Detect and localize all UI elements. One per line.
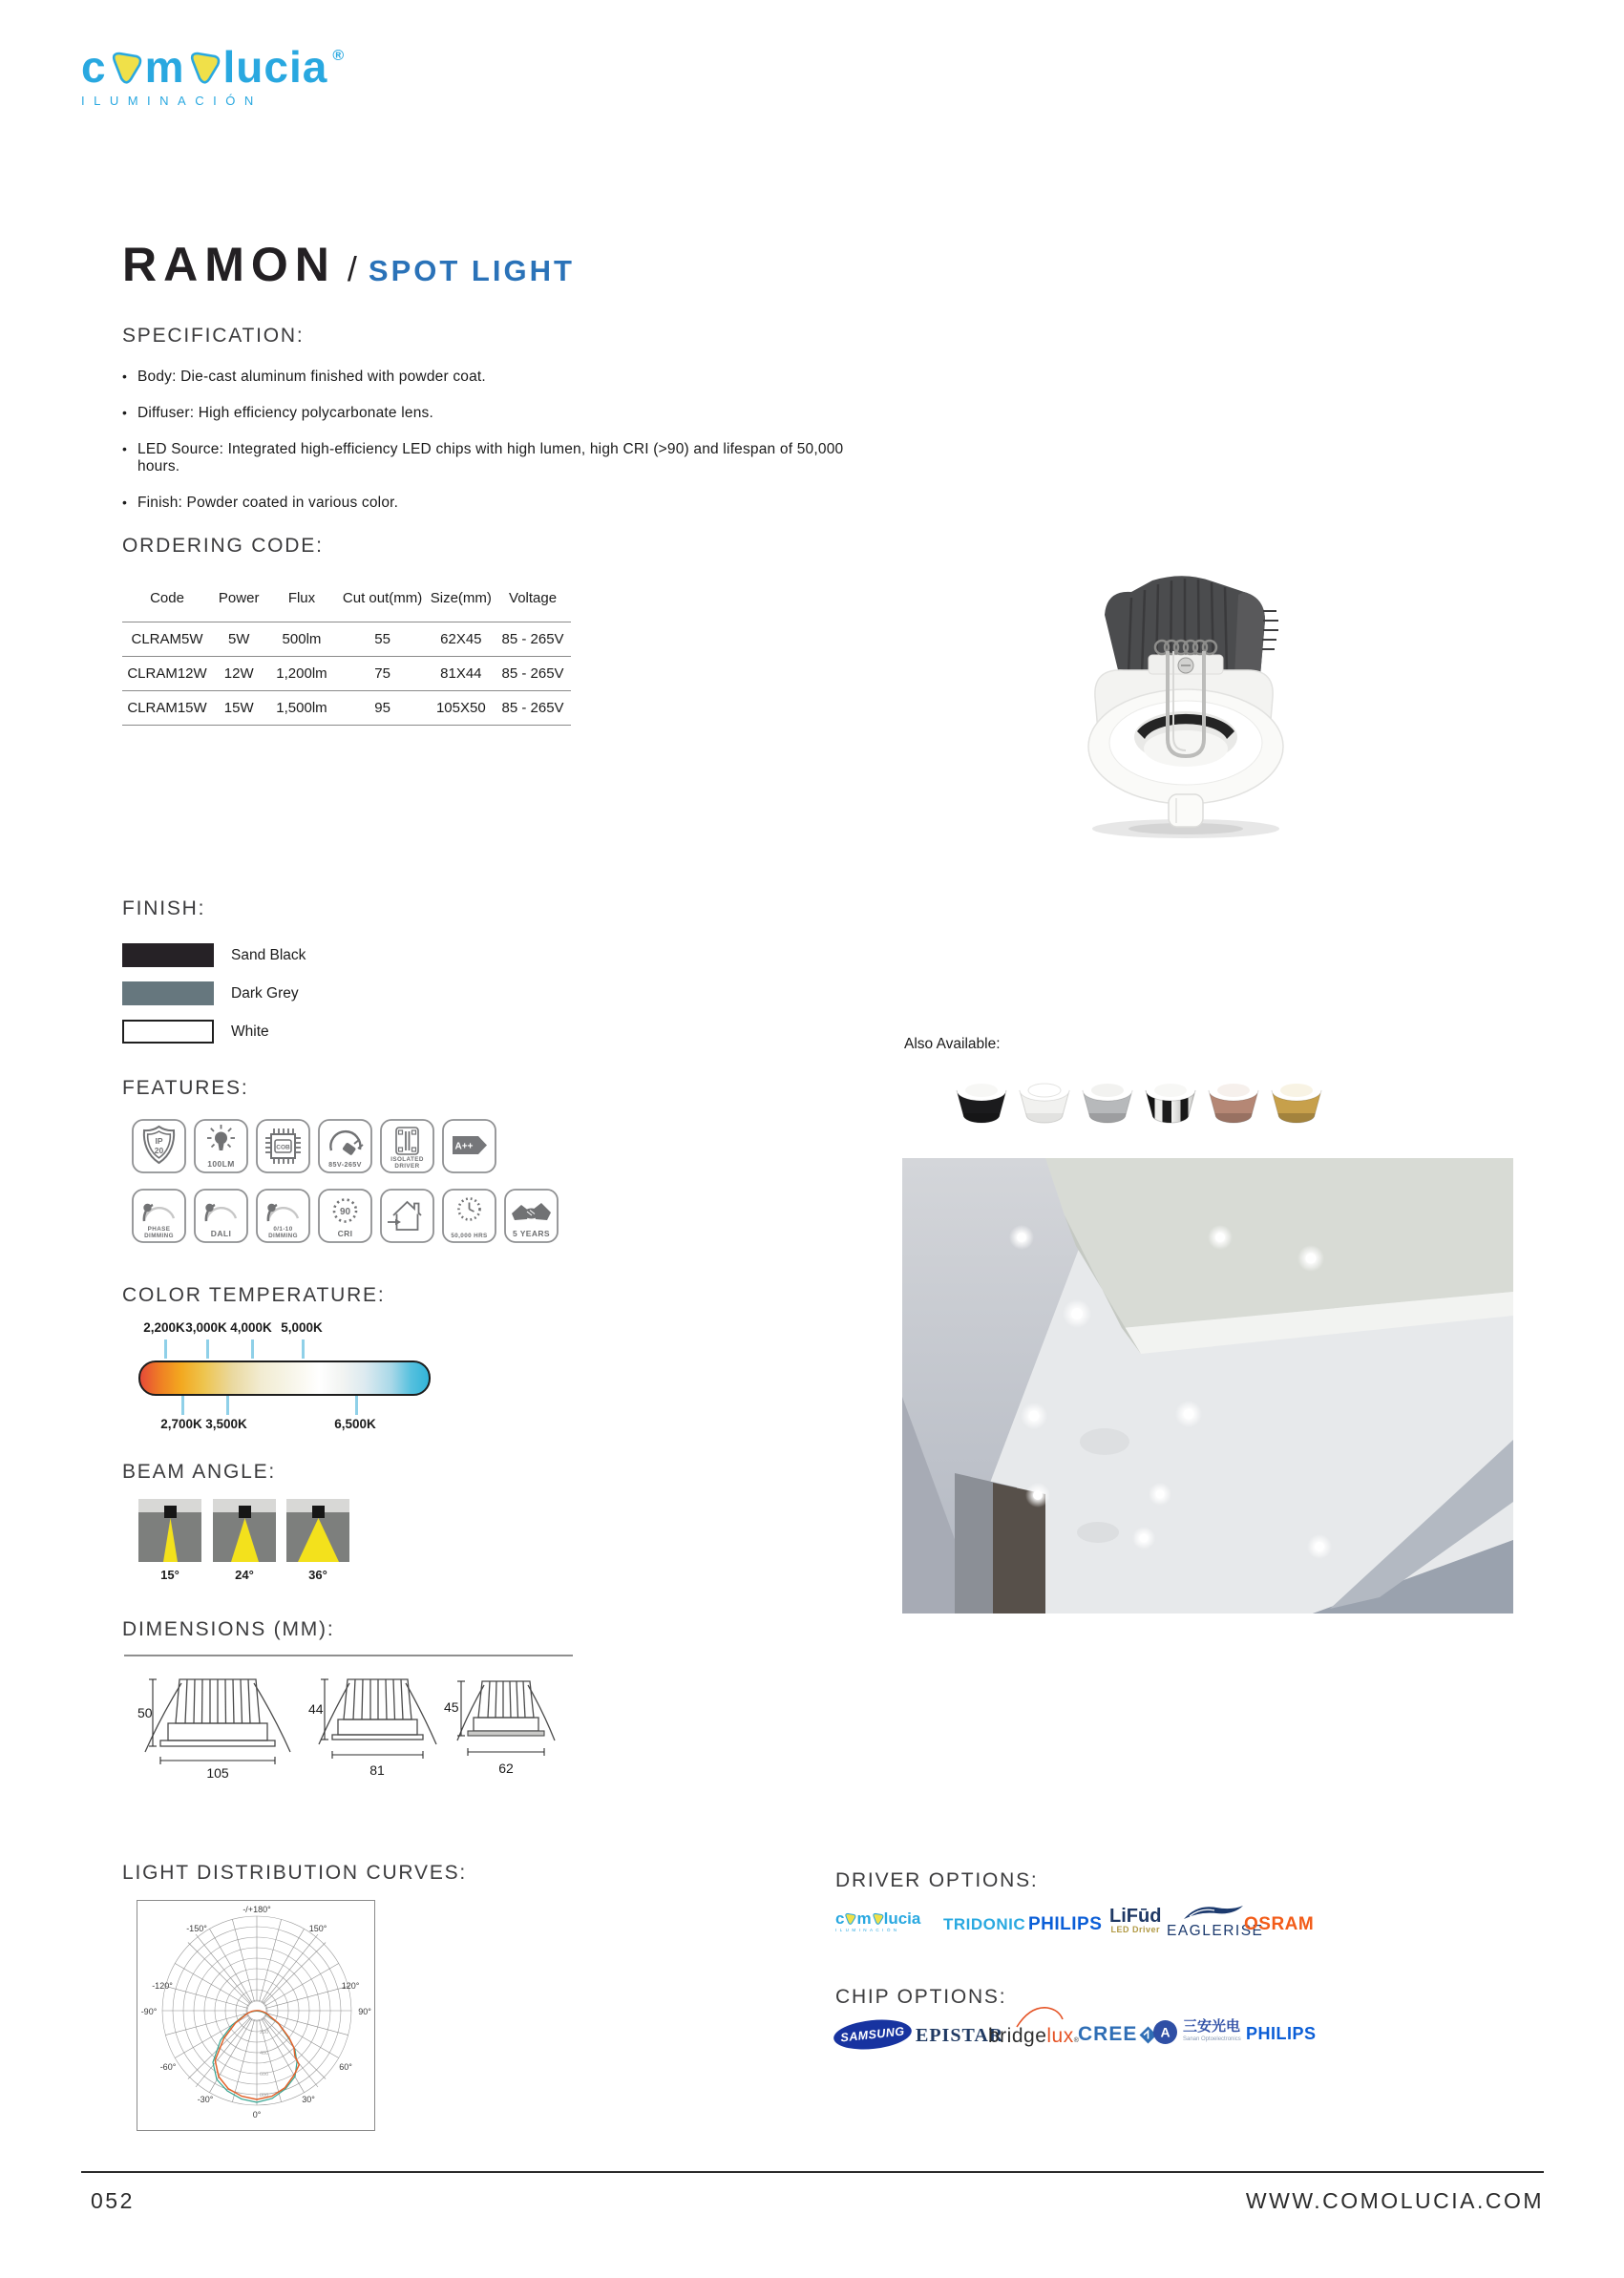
beam-36-diagram [286, 1499, 349, 1562]
bridgelux-accent: lux [1046, 2025, 1074, 2047]
table-header-row [122, 584, 571, 622]
cell-code: CLRAM5W [122, 622, 212, 657]
beam-angle-label: 36° [308, 1568, 327, 1582]
logo-philips: PHILIPS [1028, 1914, 1103, 1934]
cob-chip-icon [256, 1119, 310, 1173]
color-temperature-heading: COLOR TEMPERATURE: [122, 1284, 386, 1306]
trim-variant-gold [1270, 1075, 1323, 1130]
ct-label-6500k: 6,500K [334, 1417, 376, 1431]
logo-tridonic: TRIDONIC [943, 1915, 1026, 1933]
website-url: WWW.COMOLUCIA.COM [1245, 2188, 1544, 2213]
svg-text:0°: 0° [252, 2110, 262, 2120]
table-row [122, 622, 571, 657]
cell-voltage: 85 - 265V [495, 657, 571, 691]
dimension-drawing-105 [130, 1668, 306, 1782]
ct-label-3000k: 3,000K [185, 1320, 227, 1335]
mini-logo-text: m [856, 1909, 872, 1928]
beam-angle-section [122, 1461, 523, 1604]
svg-text:120°: 120° [341, 1981, 360, 1991]
ct-tick [302, 1339, 305, 1359]
feature-warranty [504, 1189, 559, 1243]
finish-heading: FINISH: [122, 897, 206, 919]
feature-label: CRI [337, 1229, 353, 1238]
ct-tick [251, 1339, 254, 1359]
logo-sanan [1152, 2019, 1241, 2045]
feature-label: 85V-265V [328, 1160, 362, 1169]
logo-lifud [1109, 1908, 1161, 1934]
driver-options-section [835, 1869, 1315, 1939]
svg-text:800: 800 [260, 2093, 269, 2099]
col-header-cutout: Cut out(mm) [342, 590, 423, 606]
trim-variant-black [955, 1075, 1008, 1130]
product-category: SPOT LIGHT [368, 254, 575, 287]
feature-label: PHASE DIMMING [144, 1226, 174, 1239]
spec-bullet: • LED Source: Integrated high-efficiency LED chips with high lumen, high CRI (>90) and lifespan of 50,000 hours. [122, 441, 867, 475]
svg-text:45: 45 [444, 1699, 459, 1715]
lifud-subtitle: LED Driver [1110, 1925, 1160, 1934]
logo-triangle-icon [187, 48, 221, 86]
svg-text:30°: 30° [302, 2095, 315, 2104]
svg-text:-60°: -60° [159, 2062, 177, 2072]
feature-label: DALI [210, 1229, 232, 1238]
beam-24-diagram [213, 1499, 276, 1562]
feature-label: 5 YEARS [512, 1229, 551, 1238]
svg-text:62: 62 [498, 1761, 514, 1776]
brand-tagline: ILUMINACIÓN [81, 94, 263, 108]
cree-wordmark: CREE [1078, 2023, 1138, 2045]
product-name: RAMON [122, 238, 336, 291]
driver-options-heading: DRIVER OPTIONS: [835, 1869, 1039, 1891]
trim-variant-chrome [1144, 1075, 1197, 1130]
feature-label: 0/1-10 DIMMING [268, 1226, 298, 1239]
cell-cutout: 75 [338, 657, 428, 691]
svg-text:50: 50 [137, 1705, 153, 1720]
brand-logo [81, 41, 345, 108]
svg-text:81: 81 [369, 1762, 385, 1778]
cell-power: 5W [212, 622, 265, 657]
ct-label-3500k: 3,500K [205, 1417, 247, 1431]
cell-size: 62X45 [428, 622, 496, 657]
trim-variant-white [1018, 1075, 1071, 1130]
light-distribution-heading: LIGHT DISTRIBUTION CURVES: [122, 1862, 468, 1884]
table-row [122, 691, 571, 726]
logo-letter-c: c [81, 41, 107, 92]
finish-label: Sand Black [231, 946, 306, 963]
logo-letter-m: m [144, 41, 185, 92]
ct-tick [206, 1339, 209, 1359]
col-header-size: Size(mm) [430, 590, 492, 606]
svg-text:20: 20 [154, 1146, 164, 1155]
chip-options-section [835, 1986, 1317, 2047]
ordering-code-heading: ORDERING CODE: [122, 535, 324, 557]
finish-swatch-white [122, 1020, 214, 1044]
finish-item [122, 1020, 306, 1044]
finish-swatch-sand-black [122, 943, 214, 967]
feature-label: 50,000 HRS [451, 1233, 488, 1239]
svg-text:-/+180°: -/+180° [243, 1905, 271, 1914]
feature-phase-dimming [132, 1189, 186, 1243]
svg-text:60°: 60° [339, 2062, 352, 2072]
spec-bullet: • Body: Die-cast aluminum finished with powder coat. [122, 369, 867, 386]
footer-divider [81, 2171, 1544, 2173]
title-separator: / [347, 249, 357, 288]
ct-label-2200k: 2,200K [143, 1320, 185, 1335]
lifud-wordmark: LiFūd [1109, 1906, 1162, 1927]
specification-section [122, 325, 867, 531]
eaglerise-wordmark: EAGLERISE [1167, 1923, 1264, 1939]
polar-diagram [137, 1900, 375, 2131]
energy-label-icon [442, 1119, 496, 1173]
svg-text:A: A [1160, 2024, 1171, 2040]
feature-cri [318, 1189, 372, 1243]
finish-label: Dark Grey [231, 984, 299, 1002]
feature-isolated-driver [380, 1119, 434, 1173]
ct-tick [355, 1396, 358, 1415]
logo-triangle-icon [109, 48, 143, 86]
feature-label: ISOLATED DRIVER [390, 1156, 424, 1170]
table-row [122, 657, 571, 691]
ct-tick [226, 1396, 229, 1415]
spec-bullet: • Finish: Powder coated in various color. [122, 495, 867, 512]
bridgelux-arc-icon [1015, 2004, 1065, 2029]
beam-15-diagram [138, 1499, 201, 1562]
svg-text:-30°: -30° [197, 2095, 214, 2104]
samsung-wordmark: SAMSUNG [839, 2024, 906, 2045]
svg-text:200: 200 [260, 2030, 269, 2035]
col-header-code: Code [150, 590, 184, 606]
mini-logo-text: c [835, 1909, 845, 1928]
ct-label-2700k: 2,700K [160, 1417, 202, 1431]
product-photo [1036, 552, 1337, 848]
sanan-subtitle: Sanan Optoelectronics [1183, 2036, 1241, 2042]
feature-0-1-10-dimming [256, 1189, 310, 1243]
ip20-shield-icon [132, 1119, 186, 1173]
svg-text:150°: 150° [308, 1924, 327, 1933]
logo-osram: OSRAM [1244, 1914, 1315, 1934]
eagle-swoosh-icon [1180, 1902, 1247, 1923]
application-photo [902, 1158, 1513, 1614]
features-section [122, 1077, 559, 1243]
logo-comolucia [835, 1911, 920, 1932]
svg-text:105: 105 [206, 1765, 229, 1781]
svg-text:90°: 90° [358, 2007, 371, 2016]
page-title [122, 237, 575, 292]
svg-text:-120°: -120° [152, 1981, 173, 1991]
feature-lifetime [442, 1189, 496, 1243]
bridgelux-text: bridge [988, 2025, 1047, 2047]
beam-angle-label: 24° [235, 1568, 254, 1582]
light-distribution-section [122, 1862, 468, 2120]
page-number: 052 [91, 2188, 135, 2213]
logo-samsung [833, 2016, 914, 2053]
divider [124, 1655, 573, 1656]
finish-swatch-dark-grey [122, 981, 214, 1005]
cell-cutout: 95 [338, 691, 428, 726]
svg-text:COB: COB [276, 1144, 290, 1151]
svg-text:44: 44 [308, 1701, 324, 1717]
logo-philips: PHILIPS [1246, 2024, 1317, 2043]
logo-triangle-icon [844, 1911, 856, 1926]
trim-variant-silver [1081, 1075, 1134, 1130]
finish-item [122, 981, 306, 1005]
col-header-power: Power [218, 590, 260, 606]
ct-label-4000k: 4,000K [230, 1320, 272, 1335]
feature-voltage [318, 1119, 372, 1173]
mini-logo-text: lucia [883, 1909, 921, 1928]
logo-bridgelux [988, 2025, 1079, 2048]
col-header-flux: Flux [287, 590, 316, 606]
feature-indoor [380, 1189, 434, 1243]
sanan-a-icon [1152, 2019, 1178, 2045]
feature-cob [256, 1119, 310, 1173]
cell-flux: 500lm [265, 622, 337, 657]
color-temperature-bar [138, 1360, 431, 1396]
cell-power: 15W [212, 691, 265, 726]
feature-dali [194, 1189, 248, 1243]
logo-cree [1078, 2023, 1157, 2046]
ct-tick [181, 1396, 184, 1415]
color-temperature-section [122, 1284, 580, 1446]
spec-bullet: • Diffuser: High efficiency polycarbonate lens. [122, 405, 867, 422]
feature-label: 100LM [207, 1159, 235, 1169]
logo-letters-lucia: lucia [222, 41, 328, 92]
dimensions-heading: DIMENSIONS (MM): [122, 1618, 335, 1640]
cell-voltage: 85 - 265V [495, 622, 571, 657]
sanan-wordmark: 三安光电 [1183, 2018, 1241, 2035]
cell-cutout: 55 [338, 622, 428, 657]
logo-epistar: EPISTAR [916, 2025, 1004, 2046]
cell-size: 105X50 [428, 691, 496, 726]
ordering-code-section [122, 535, 571, 726]
trim-variant-rose-gold [1207, 1075, 1260, 1130]
ordering-table [122, 584, 571, 726]
cell-flux: 1,500lm [265, 691, 337, 726]
features-heading: FEATURES: [122, 1077, 249, 1099]
beam-angle-label: 15° [160, 1568, 179, 1582]
cell-flux: 1,200lm [265, 657, 337, 691]
specification-heading: SPECIFICATION: [122, 325, 305, 347]
finish-section [122, 897, 306, 1058]
dimensions-section [122, 1618, 600, 1809]
svg-text:400: 400 [260, 2051, 269, 2057]
chip-options-heading: CHIP OPTIONS: [835, 1986, 1007, 2008]
ct-tick [164, 1339, 167, 1359]
svg-text:600: 600 [260, 2072, 269, 2078]
svg-text:IP: IP [155, 1136, 163, 1146]
svg-text:-90°: -90° [140, 2007, 158, 2016]
finish-item [122, 943, 306, 967]
svg-text:-150°: -150° [186, 1924, 207, 1933]
cell-size: 81X44 [428, 657, 496, 691]
registered-mark: ® [332, 48, 345, 64]
registered-mark: ® [1073, 2037, 1080, 2044]
house-icon [380, 1189, 434, 1243]
finish-label: White [231, 1023, 269, 1040]
feature-100lm [194, 1119, 248, 1173]
cell-code: CLRAM12W [122, 657, 212, 691]
svg-text:90: 90 [339, 1207, 351, 1217]
cell-voltage: 85 - 265V [495, 691, 571, 726]
dimension-drawing-81 [304, 1668, 452, 1782]
mini-logo-tagline: ILUMINACIÓN [835, 1928, 900, 1933]
dimension-drawing-62 [442, 1668, 571, 1782]
svg-text:A++: A++ [454, 1141, 474, 1152]
also-available-label: Also Available: [904, 1036, 1001, 1052]
trim-variants [955, 1075, 1323, 1130]
col-header-voltage: Voltage [509, 590, 558, 606]
ct-label-5000k: 5,000K [281, 1320, 323, 1335]
cell-power: 12W [212, 657, 265, 691]
logo-triangle-icon [872, 1911, 884, 1926]
feature-energy-class [442, 1119, 496, 1173]
beam-angle-heading: BEAM ANGLE: [122, 1461, 277, 1483]
feature-ip20 [132, 1119, 186, 1173]
cell-code: CLRAM15W [122, 691, 212, 726]
